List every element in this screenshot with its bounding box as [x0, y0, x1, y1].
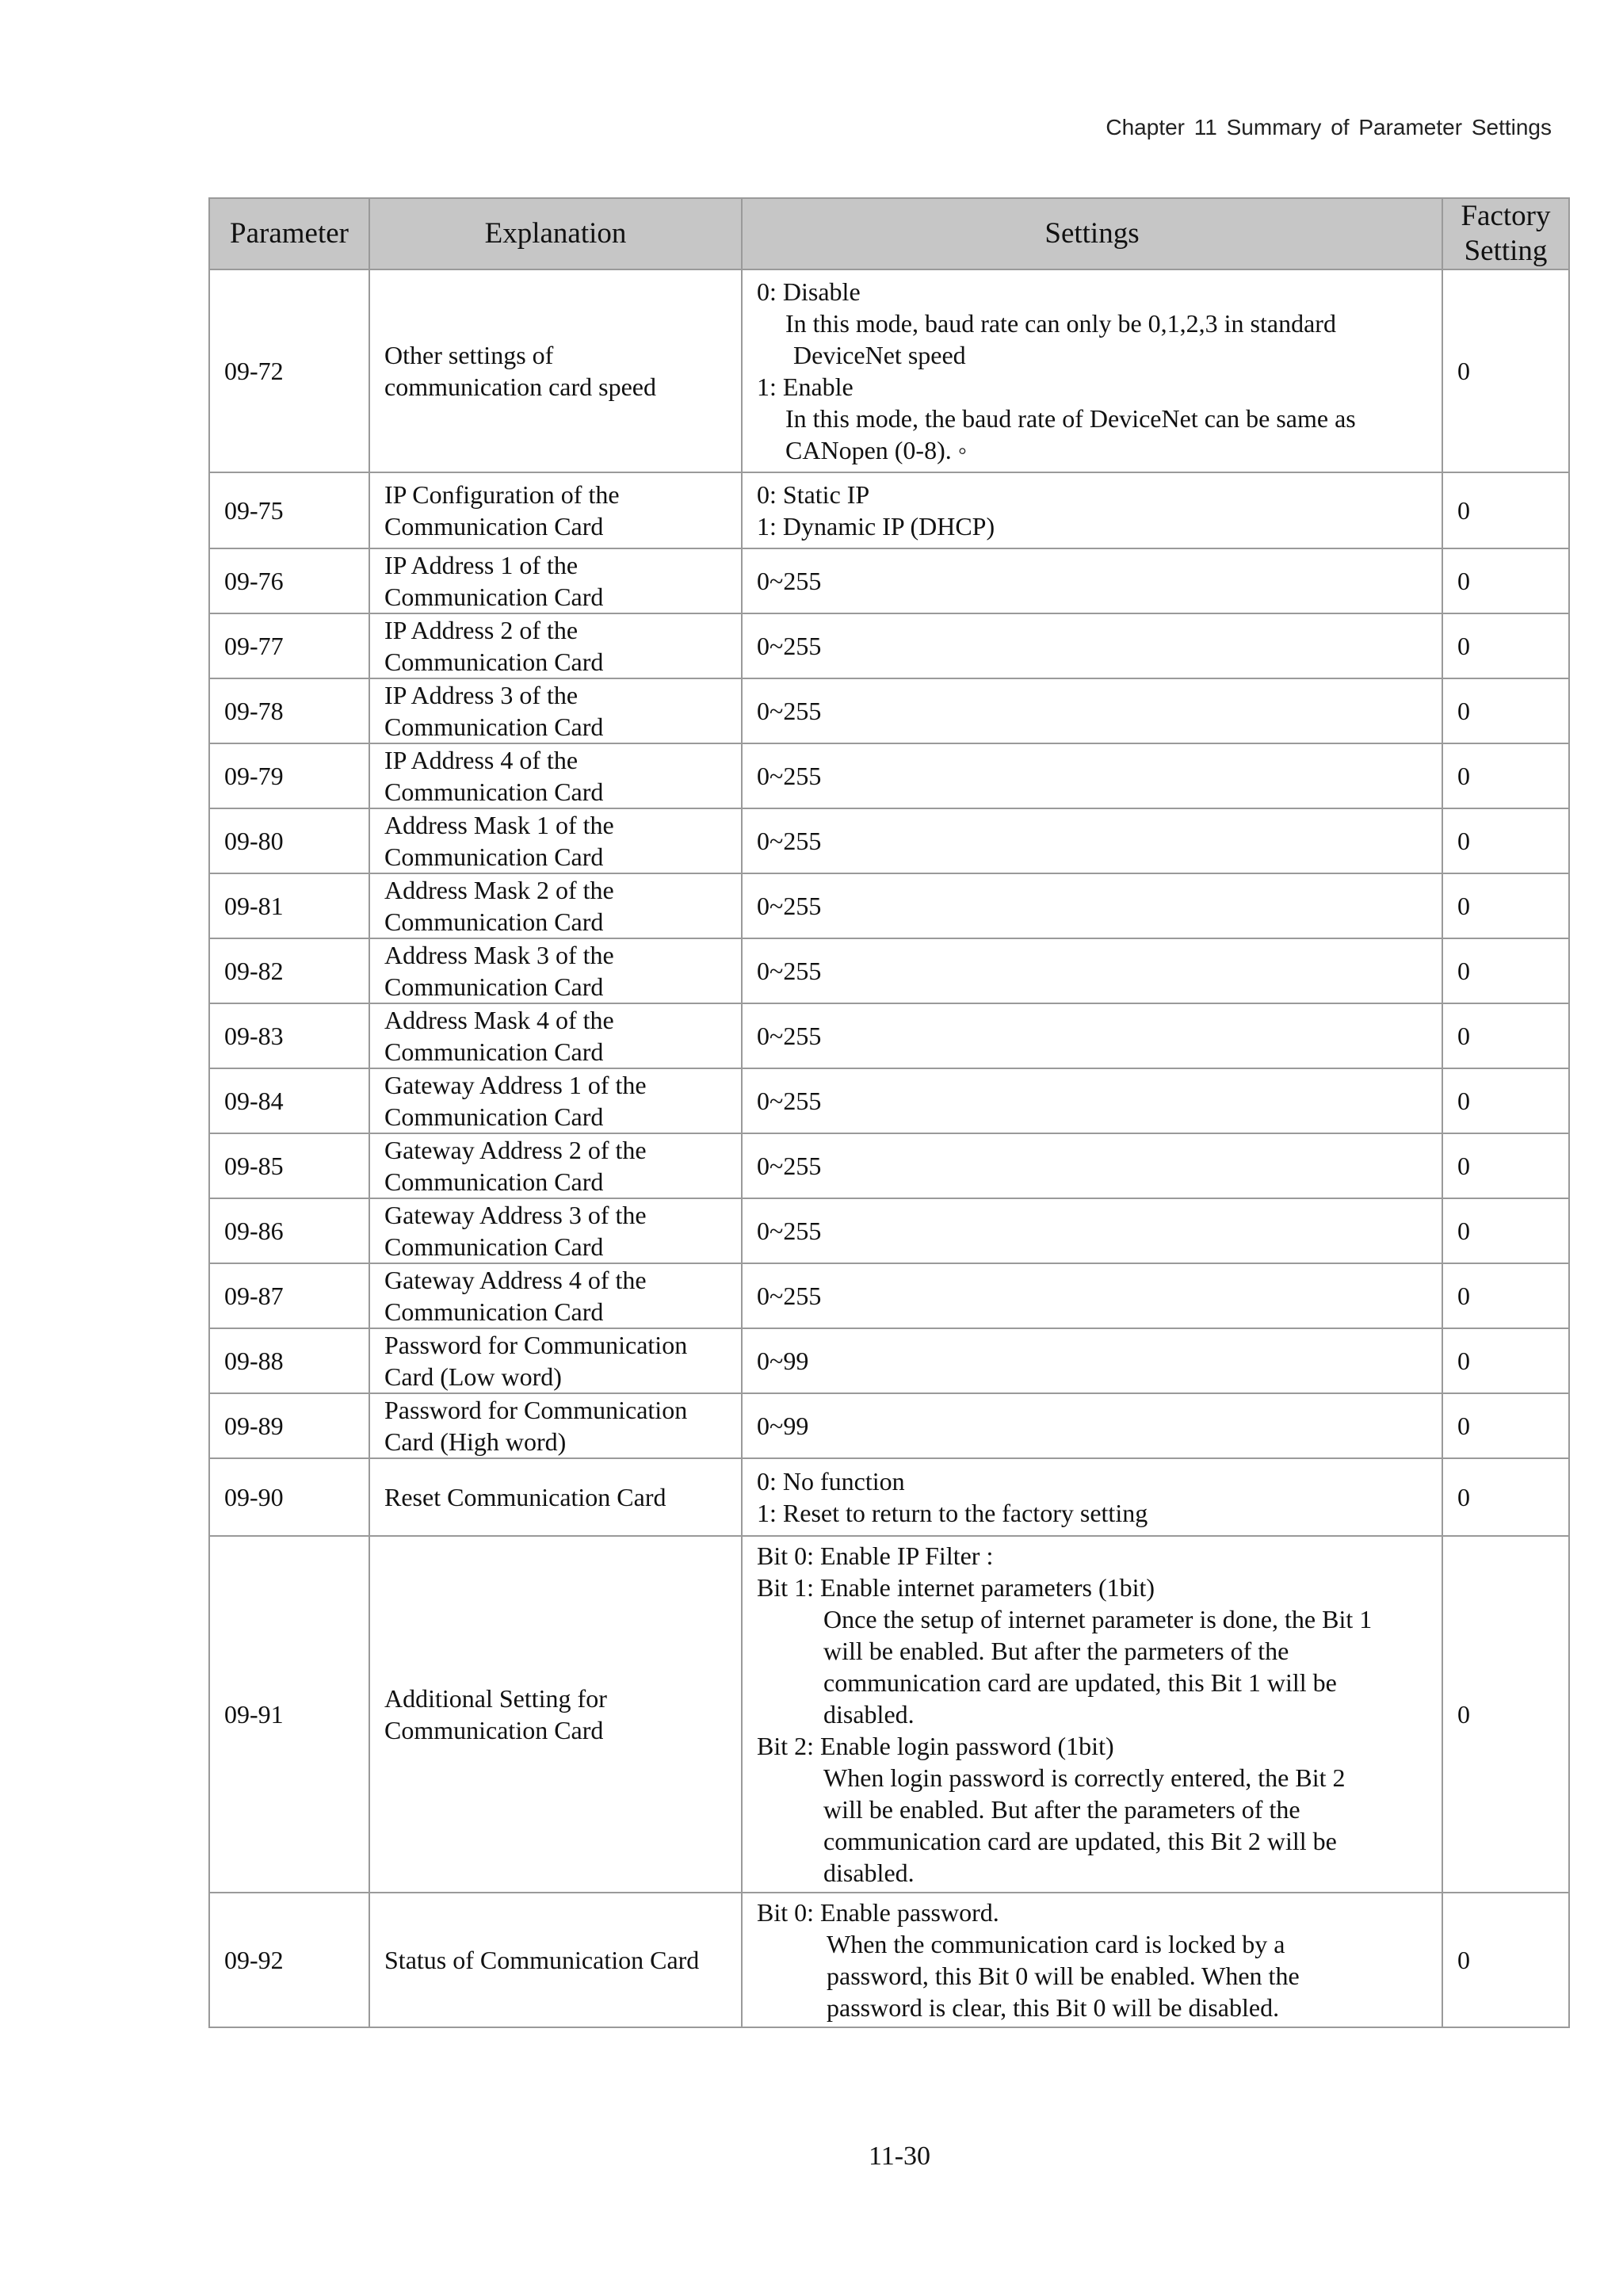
parameter-explanation: IP Configuration of the Communication Card	[369, 472, 742, 548]
factory-setting: 0	[1442, 1393, 1569, 1458]
parameter-settings: 0~255	[742, 938, 1442, 1003]
parameter-explanation: IP Address 2 of the Communication Card	[369, 613, 742, 678]
parameter-code: 09-92	[209, 1893, 369, 2027]
settings-line: 0: Disable	[757, 277, 861, 306]
parameter-code: 09-85	[209, 1133, 369, 1198]
page-number: 11-30	[868, 2141, 931, 2171]
column-header-factory-setting: Factory Setting	[1442, 198, 1569, 269]
parameter-explanation: Other settings of communication card speed	[369, 269, 742, 472]
parameter-explanation: IP Address 3 of the Communication Card	[369, 678, 742, 743]
parameter-code: 09-83	[209, 1003, 369, 1068]
parameter-explanation: IP Address 1 of the Communication Card	[369, 548, 742, 613]
parameter-settings: 0~99	[742, 1328, 1442, 1393]
parameter-explanation: Address Mask 3 of the Communication Card	[369, 938, 742, 1003]
parameter-explanation: Additional Setting for Communication Card	[369, 1536, 742, 1893]
parameter-explanation: Gateway Address 4 of the Communication Card	[369, 1263, 742, 1328]
parameter-code: 09-79	[209, 743, 369, 808]
factory-setting: 0	[1442, 1263, 1569, 1328]
settings-line: will be enabled. But after the parmeters of the	[823, 1637, 1289, 1665]
settings-line: Bit 0: Enable password.	[757, 1898, 999, 1927]
parameter-explanation: Reset Communication Card	[369, 1458, 742, 1536]
settings-line: disabled.	[823, 1859, 915, 1887]
factory-setting: 0	[1442, 269, 1569, 472]
table-row	[209, 1263, 1569, 1328]
settings-line: Bit 0: Enable IP Filter :	[757, 1541, 994, 1570]
parameter-code: 09-91	[209, 1536, 369, 1893]
parameter-explanation: IP Address 4 of the Communication Card	[369, 743, 742, 808]
column-header-settings: Settings	[742, 198, 1442, 269]
table-row	[209, 1133, 1569, 1198]
parameter-code: 09-82	[209, 938, 369, 1003]
table-row	[209, 1393, 1569, 1458]
settings-line: Bit 2: Enable login password (1bit)	[757, 1732, 1114, 1760]
parameter-settings	[742, 472, 1442, 548]
parameter-explanation: Address Mask 4 of the Communication Card	[369, 1003, 742, 1068]
settings-line: 0: Static IP	[757, 480, 870, 509]
parameter-code: 09-72	[209, 269, 369, 472]
factory-setting: 0	[1442, 743, 1569, 808]
table-row	[209, 1003, 1569, 1068]
parameter-code: 09-81	[209, 873, 369, 938]
parameter-explanation: Password for Communication Card (High word)	[369, 1393, 742, 1458]
factory-setting: 0	[1442, 1068, 1569, 1133]
settings-line: communication card are updated, this Bit 2 will be	[823, 1827, 1337, 1855]
chapter-header: Chapter 11 Summary of Parameter Settings	[1106, 115, 1552, 139]
parameter-code: 09-87	[209, 1263, 369, 1328]
parameter-explanation: Password for Communication Card (Low word)	[369, 1328, 742, 1393]
parameter-code: 09-76	[209, 548, 369, 613]
table-row	[209, 269, 1569, 472]
factory-setting: 0	[1442, 1458, 1569, 1536]
factory-setting: 0	[1442, 938, 1569, 1003]
parameter-explanation: Address Mask 2 of the Communication Card	[369, 873, 742, 938]
parameter-settings: 0~255	[742, 808, 1442, 873]
parameter-settings: 0~255	[742, 873, 1442, 938]
factory-setting: 0	[1442, 1893, 1569, 2027]
settings-line: DeviceNet speed	[793, 341, 966, 369]
parameter-explanation: Gateway Address 1 of the Communication Card	[369, 1068, 742, 1133]
settings-line: password, this Bit 0 will be enabled. When the	[827, 1962, 1300, 1990]
table-row	[209, 873, 1569, 938]
factory-setting: 0	[1442, 472, 1569, 548]
settings-line: communication card are updated, this Bit 1 will be	[823, 1668, 1337, 1697]
parameter-settings: 0~255	[742, 548, 1442, 613]
settings-line: When the communication card is locked by a	[827, 1930, 1285, 1958]
parameter-settings	[742, 269, 1442, 472]
table-header-row	[209, 198, 1569, 269]
table-row	[209, 1536, 1569, 1893]
parameter-settings: 0~255	[742, 743, 1442, 808]
parameter-explanation: Address Mask 1 of the Communication Card	[369, 808, 742, 873]
factory-setting: 0	[1442, 1003, 1569, 1068]
table-row	[209, 613, 1569, 678]
settings-line: In this mode, baud rate can only be 0,1,2,3 in standard	[785, 309, 1336, 338]
parameter-settings: 0~255	[742, 1133, 1442, 1198]
parameter-code: 09-88	[209, 1328, 369, 1393]
factory-setting: 0	[1442, 1198, 1569, 1263]
factory-setting: 0	[1442, 1328, 1569, 1393]
parameter-code: 09-80	[209, 808, 369, 873]
parameter-code: 09-77	[209, 613, 369, 678]
column-header-parameter: Parameter	[209, 198, 369, 269]
factory-setting: 0	[1442, 613, 1569, 678]
table-row	[209, 1893, 1569, 2027]
settings-line: In this mode, the baud rate of DeviceNet can be same as	[785, 404, 1356, 433]
column-header-explanation: Explanation	[369, 198, 742, 269]
parameter-settings	[742, 1893, 1442, 2027]
settings-line: When login password is correctly entered, the Bit 2	[823, 1763, 1346, 1792]
parameter-settings: 0~99	[742, 1393, 1442, 1458]
parameter-settings	[742, 1458, 1442, 1536]
factory-setting: 0	[1442, 1133, 1569, 1198]
settings-line: disabled.	[823, 1700, 915, 1729]
parameter-code: 09-84	[209, 1068, 369, 1133]
factory-setting: 0	[1442, 808, 1569, 873]
parameter-code: 09-86	[209, 1198, 369, 1263]
parameter-settings: 0~255	[742, 1198, 1442, 1263]
settings-line: Once the setup of internet parameter is done, the Bit 1	[823, 1605, 1373, 1633]
parameter-settings: 0~255	[742, 1068, 1442, 1133]
factory-setting: 0	[1442, 873, 1569, 938]
settings-line: will be enabled. But after the parameters of the	[823, 1795, 1300, 1824]
parameter-explanation: Gateway Address 2 of the Communication Card	[369, 1133, 742, 1198]
parameter-settings: 0~255	[742, 678, 1442, 743]
settings-line: password is clear, this Bit 0 will be disabled.	[827, 1993, 1280, 2022]
parameter-settings: 0~255	[742, 1263, 1442, 1328]
parameter-explanation: Status of Communication Card	[369, 1893, 742, 2027]
table-row	[209, 678, 1569, 743]
settings-line: 1: Reset to return to the factory setting	[757, 1499, 1148, 1527]
parameter-table	[208, 197, 1570, 2028]
parameter-settings: 0~255	[742, 613, 1442, 678]
factory-setting: 0	[1442, 678, 1569, 743]
table-row	[209, 1198, 1569, 1263]
settings-line: CANopen (0-8). ◦	[785, 436, 968, 464]
table-row	[209, 548, 1569, 613]
parameter-code: 09-78	[209, 678, 369, 743]
table-row	[209, 743, 1569, 808]
table-row	[209, 1068, 1569, 1133]
factory-setting: 0	[1442, 1536, 1569, 1893]
parameter-code: 09-89	[209, 1393, 369, 1458]
factory-setting: 0	[1442, 548, 1569, 613]
parameter-explanation: Gateway Address 3 of the Communication Card	[369, 1198, 742, 1263]
parameter-settings: 0~255	[742, 1003, 1442, 1068]
settings-line: 0: No function	[757, 1467, 905, 1496]
settings-line: 1: Enable	[757, 372, 854, 401]
settings-line: Bit 1: Enable internet parameters (1bit)	[757, 1573, 1155, 1602]
settings-line: 1: Dynamic IP (DHCP)	[757, 512, 995, 541]
table-row	[209, 1328, 1569, 1393]
table-row	[209, 938, 1569, 1003]
table-row	[209, 472, 1569, 548]
parameter-settings	[742, 1536, 1442, 1893]
table-row	[209, 808, 1569, 873]
table-row	[209, 1458, 1569, 1536]
parameter-code: 09-75	[209, 472, 369, 548]
parameter-code: 09-90	[209, 1458, 369, 1536]
